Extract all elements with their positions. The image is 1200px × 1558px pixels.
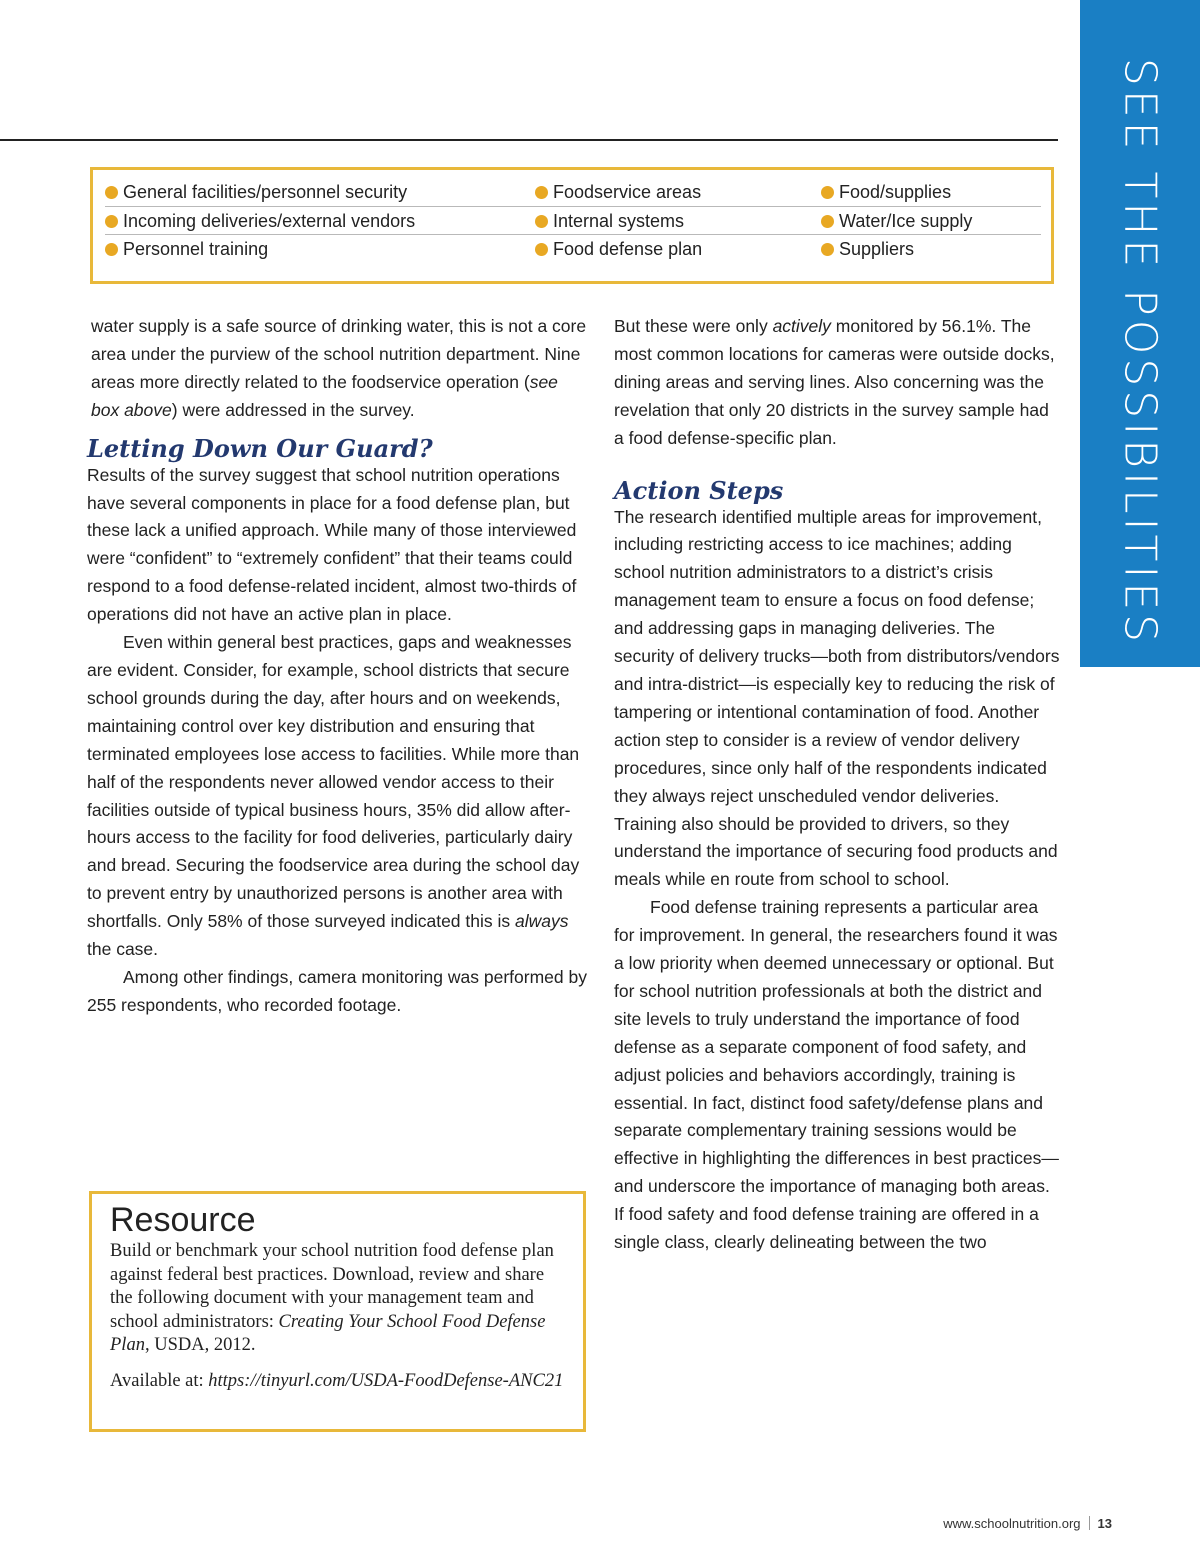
section-heading: Action Steps [614, 475, 784, 505]
topics-row [105, 234, 1041, 263]
topic-item: Incoming deliveries/external vendors [105, 207, 415, 235]
resource-description: Build or benchmark your school nutrition food defense plan against federal best practices. Download, review and share the following document with your management team and school administrators: Creating Your School Food Defense Plan, USDA, 2012. [110, 1241, 554, 1355]
page-footer [943, 1516, 1112, 1531]
bullet-dot-icon [535, 243, 548, 256]
topic-item: Water/Ice supply [821, 207, 972, 235]
body-paragraph: Results of the survey suggest that school nutrition operations have several components in place for a food defense plan, but these lack a unified approach. While many of those interviewed were “confident” to “extremely confident” that their teams could respond to a food defense-related incident, almost two-thirds of operations did not have an active plan in place. [87, 464, 577, 625]
bullet-dot-icon [105, 186, 118, 199]
topic-item: Internal systems [535, 207, 684, 235]
topics-row [105, 178, 1041, 206]
section-heading: Letting Down Our Guard? [87, 433, 433, 463]
topic-item: General facilities/personnel security [105, 178, 407, 206]
left-column [87, 313, 587, 1020]
resource-title: Resource [110, 1201, 256, 1239]
top-divider [0, 139, 1058, 141]
topics-row [105, 206, 1041, 235]
resource-availability: Available at: https://tinyurl.com/USDA-FoodDefense-ANC21 [110, 1370, 564, 1391]
bullet-dot-icon [821, 186, 834, 199]
footer-divider [1089, 1516, 1090, 1530]
section-tab-label: SEE THE POSSIBILITIES [1114, 57, 1166, 647]
page-number: 13 [1097, 1516, 1112, 1531]
body-paragraph: Food defense training represents a particular area for improvement. In general, the researchers found it was a low priority when deemed unnecessary or optional. But for school nutrition professionals at both the district and site levels to truly understand the importance of food defense as a separate component of food safety, and adjust policies and behaviors accordingly, training is essential. In fact, distinct food safety/defense plans and separate complementary training sessions would be effective in highlighting the differences in best practices—and underscore the importance of managing both areas. If food safety and food defense training are offered in a single class, clearly delineating between the two [614, 897, 1059, 1253]
body-paragraph: The research identified multiple areas for improvement, including restricting access to ice machines; adding school nutrition administrators to a district’s crisis management team to ensure a focus on food defense; and addressing gaps in managing deliveries. The security of delivery trucks—both from distributors/vendors and intra-district—is especially key to reducing the risk of tampering or intentional contamination of food. Another action step to consider is a review of vendor delivery procedures, since only half of the respondents indicated they always reject unscheduled vendor deliveries. Training also should be provided to drivers, so they understand the importance of securing food products and meals while en route from school to school. [614, 506, 1060, 890]
topic-item: Food/supplies [821, 178, 951, 206]
topic-item: Suppliers [821, 235, 914, 263]
topic-item: Foodservice areas [535, 178, 701, 206]
topic-item: Personnel training [105, 235, 268, 263]
bullet-dot-icon [105, 243, 118, 256]
body-paragraph: water supply is a safe source of drinking water, this is not a core area under the purview of the school nutrition department. Nine areas more directly related to the foodservice operation (see box above) were addressed in the survey. [91, 316, 587, 420]
right-column [614, 313, 1060, 1257]
bullet-dot-icon [105, 215, 118, 228]
resource-link[interactable]: https://tinyurl.com/USDA-FoodDefense-ANC21 [208, 1370, 564, 1391]
bullet-dot-icon [535, 215, 548, 228]
topic-item: Food defense plan [535, 235, 702, 263]
body-paragraph: Among other findings, camera monitoring was performed by 255 respondents, who recorded footage. [87, 966, 587, 1015]
bullet-dot-icon [535, 186, 548, 199]
bullet-dot-icon [821, 243, 834, 256]
survey-areas-box [90, 167, 1054, 284]
bullet-dot-icon [821, 215, 834, 228]
resource-box [89, 1191, 586, 1432]
footer-website[interactable]: www.schoolnutrition.org [943, 1516, 1081, 1531]
body-paragraph: Even within general best practices, gaps and weaknesses are evident. Consider, for example, school districts that secure school grounds during the day, after hours and on weekends, maintaining control over key distribution and ensuring that terminated employees lose access to facilities. While more than half of the respondents never allowed vendor access to their facilities outside of typical business hours, 35% did allow after-hours access to the facility for food deliveries, particularly dairy and bread. Securing the foodservice area during the school day to prevent entry by unauthorized persons is another area with shortfalls. Only 58% of those surveyed indicated this is always the case. [87, 632, 580, 960]
body-paragraph: But these were only actively monitored by 56.1%. The most common locations for cameras were outside docks, dining areas and serving lines. Also concerning was the revelation that only 20 districts in the survey sample had a food defense-specific plan. [614, 316, 1055, 448]
